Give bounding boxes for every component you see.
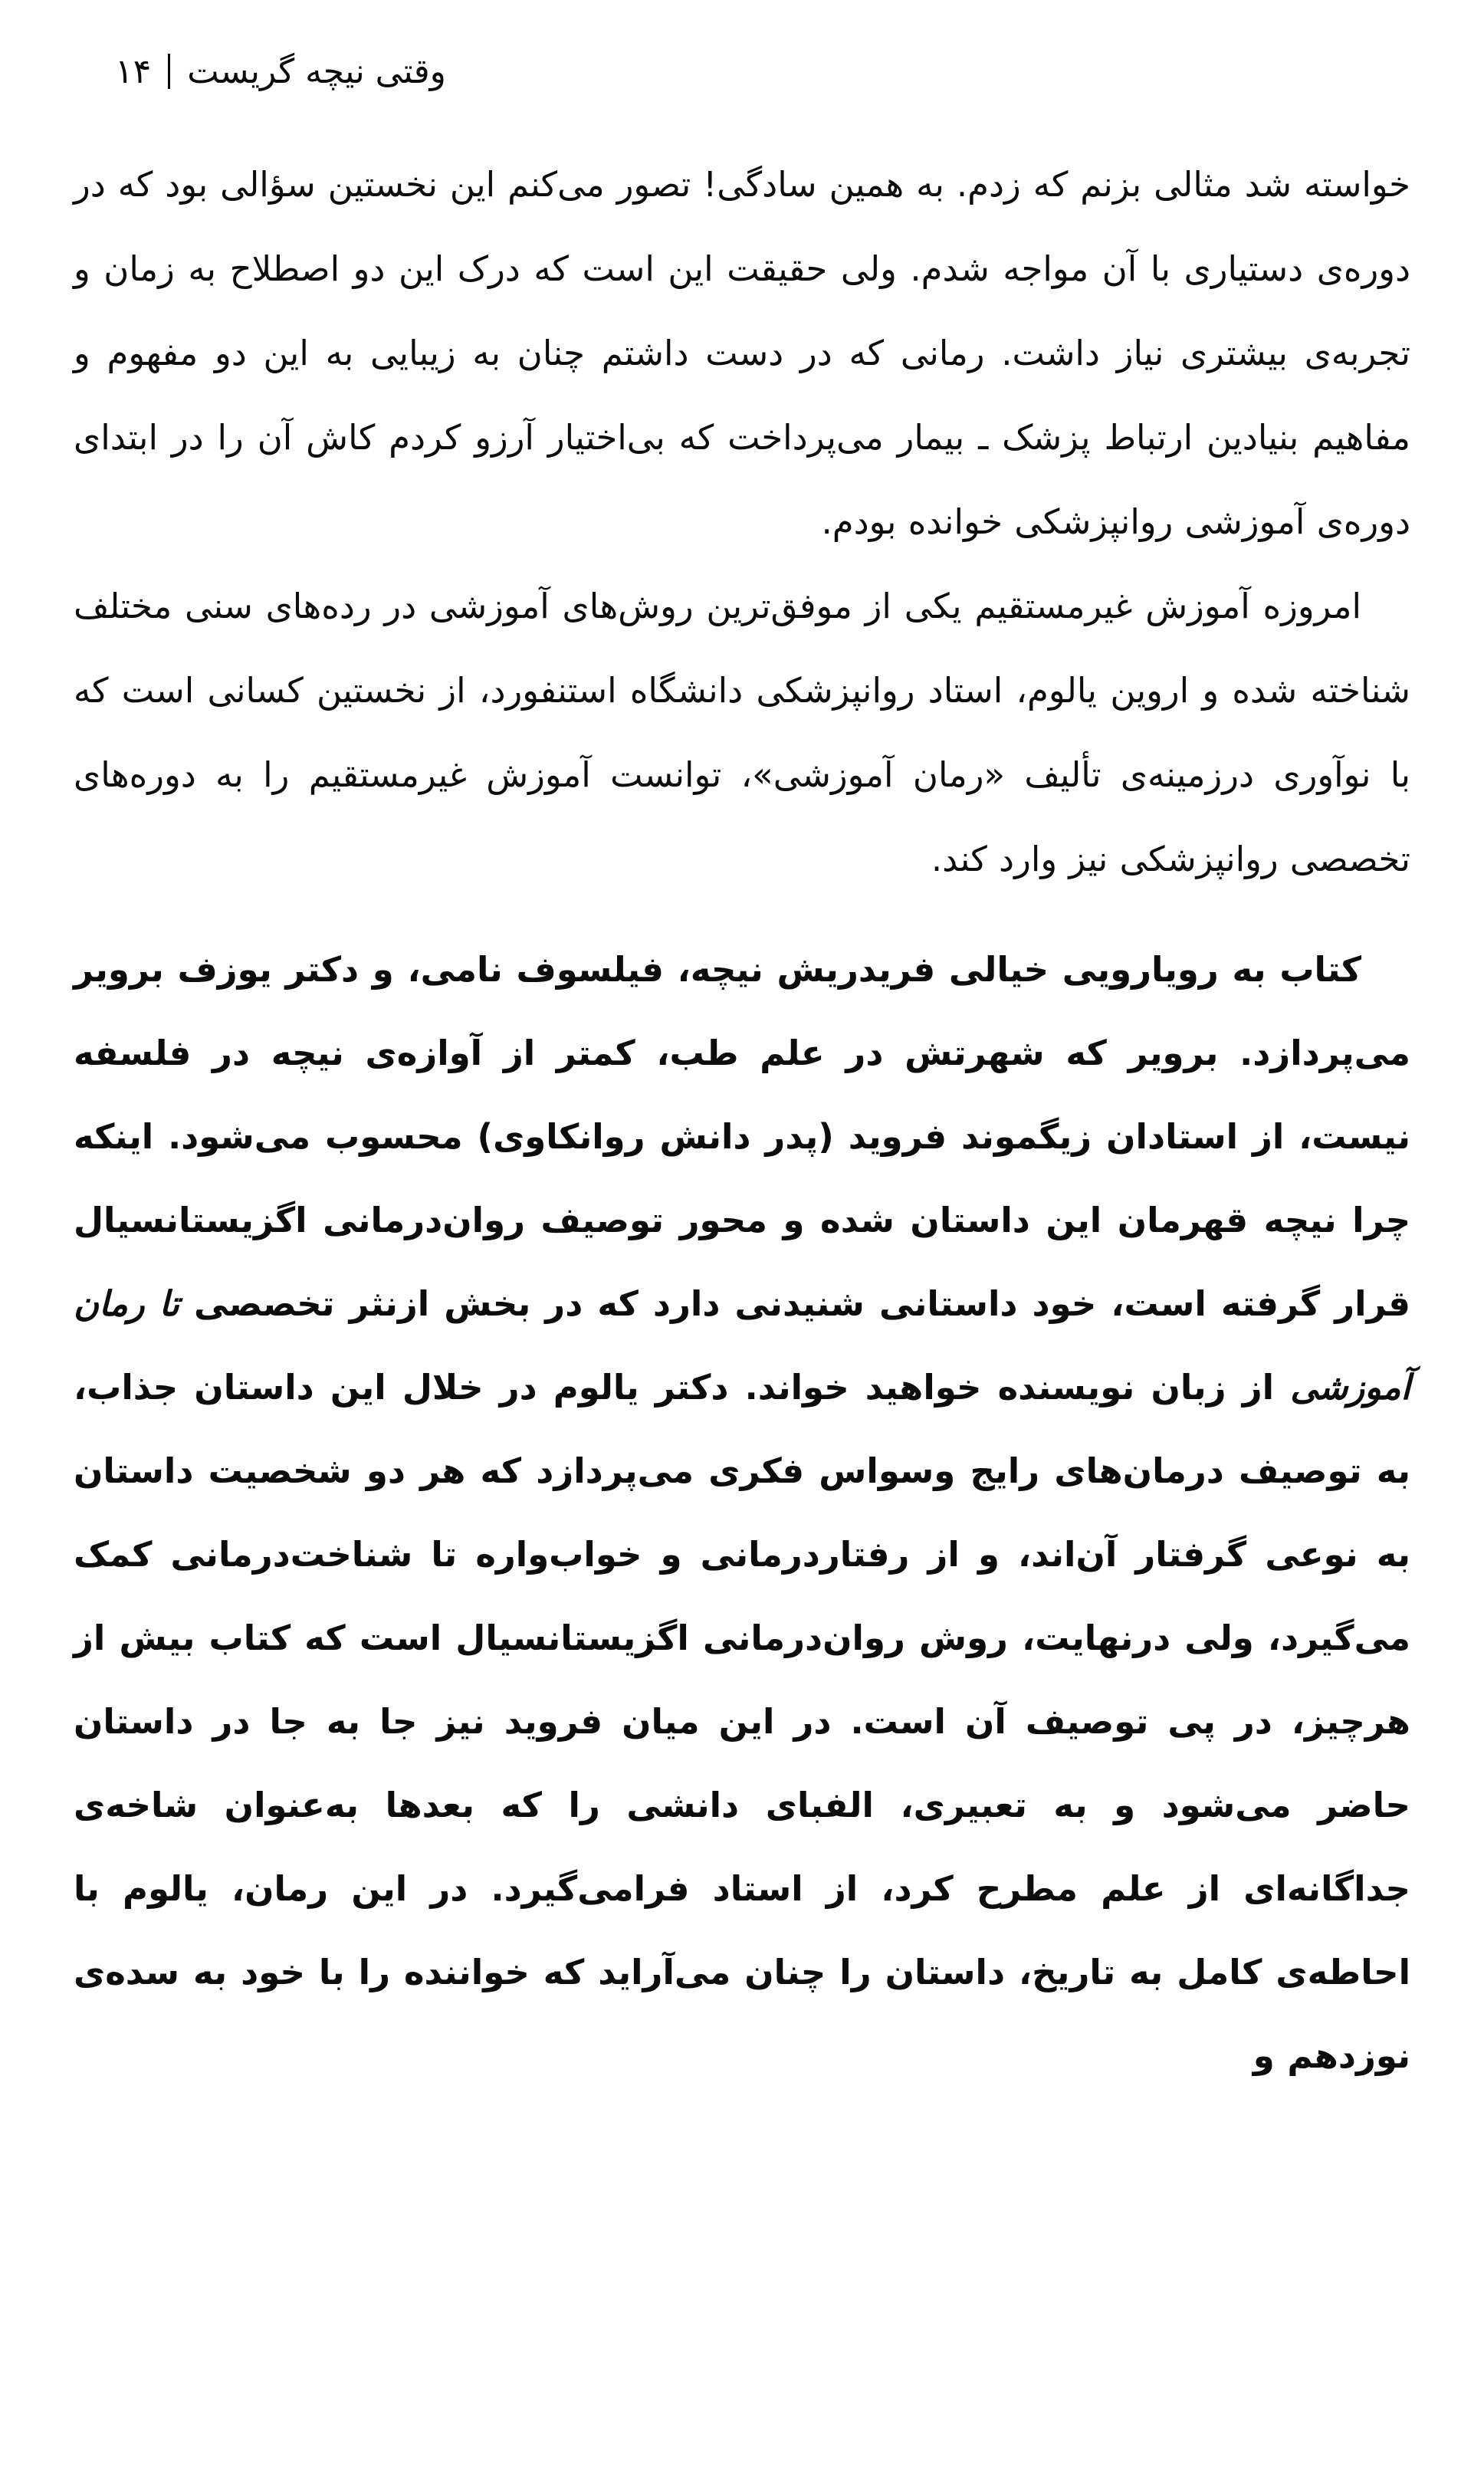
paragraph-2: امروزه آموزش غیرمستقیم یکی از موفق‌ترین روش‌های آموزشی در رده‌های سنی مختلف شناخته شده و اروین یالوم، استاد روانپزشکی دانشگاه استنفورد، از نخستین کسانی است که با نوآوری درزمینه‌ی تألیف «رمان آموزشی»، توانست آموزش غیرمستقیم را به دوره‌های تخصصی روانپزشکی نیز وارد کند.	[74, 586, 1410, 879]
body-text-column	[74, 143, 1410, 2097]
header-divider-rule	[168, 54, 170, 89]
page-number: ۱۴	[115, 52, 152, 91]
paragraph-3-bold: کتاب به رویارویی خیالی فریدریش نیچه، فیلسوف نامی، و دکتر یوزف برویر می‌پردازد. برویر که شهرتش در علم طب، کمتر از آوازه‌ی نیچه در فلسفه نیست، از استادان زیگموند فروید (پدر دانش روانکاوی) محسوب می‌شود. اینکه چرا نیچه قهرمان این داستان شده و محور توصیف روان‌درمانی اگزیستانسیال قرار گرفته است، خود داستانی شنیدنی دارد که در بخش ازنثر تخصصی تا رمان آموزشی از زبان نویسنده خواهید خواند. دکتر یالوم در خلال این داستان جذاب، به توصیف درمان‌های رایج وسواس فکری می‌پردازد که هر دو شخصیت داستان به نوعی گرفتار آن‌اند، و از رفتاردرمانی و خواب‌واره تا شناخت‌درمانی کمک می‌گیرد، ولی درنهایت، روش روان‌درمانی اگزیستانسیال است که کتاب بیش از هرچیز، در پی توصیف آن است. در این میان فروید نیز جا به جا در داستان حاضر می‌شود و به تعبیری، الفبای دانشی را که بعدها به‌عنوان شاخه‌ی جداگانه‌ای از علم مطرح کرد، از استاد فرامی‌گیرد. در این رمان، یالوم با احاطه‌ی کامل به تاریخ، داستان را چنان می‌آراید که خواننده را با خود به سده‌ی نوزدهم و	[74, 949, 1411, 2076]
inline-italic-title: تا رمان آموزشی	[74, 1283, 1410, 1408]
paragraph-1: خواسته شد مثالی بزنم که زدم. به همین سادگی! تصور می‌کنم این نخستین سؤالی بود که در دوره‌ی دستیاری با آن مواجه شدم. ولی حقیقت این است که درک این دو اصطلاح به زمان و تجربه‌ی بیشتری نیاز داشت. رمانی که در دست داشتم چنان به زیبایی به این دو مفهوم و مفاهیم بنیادین ارتباط پزشک ـ بیمار می‌پرداخت که بی‌اختیار آرزو کردم کاش آن را در ابتدای دوره‌ی آموزشی روانپزشکی خوانده بودم.	[74, 164, 1410, 542]
running-book-title: وقتی نیچه گریست	[187, 52, 446, 91]
page-header	[115, 48, 1369, 93]
